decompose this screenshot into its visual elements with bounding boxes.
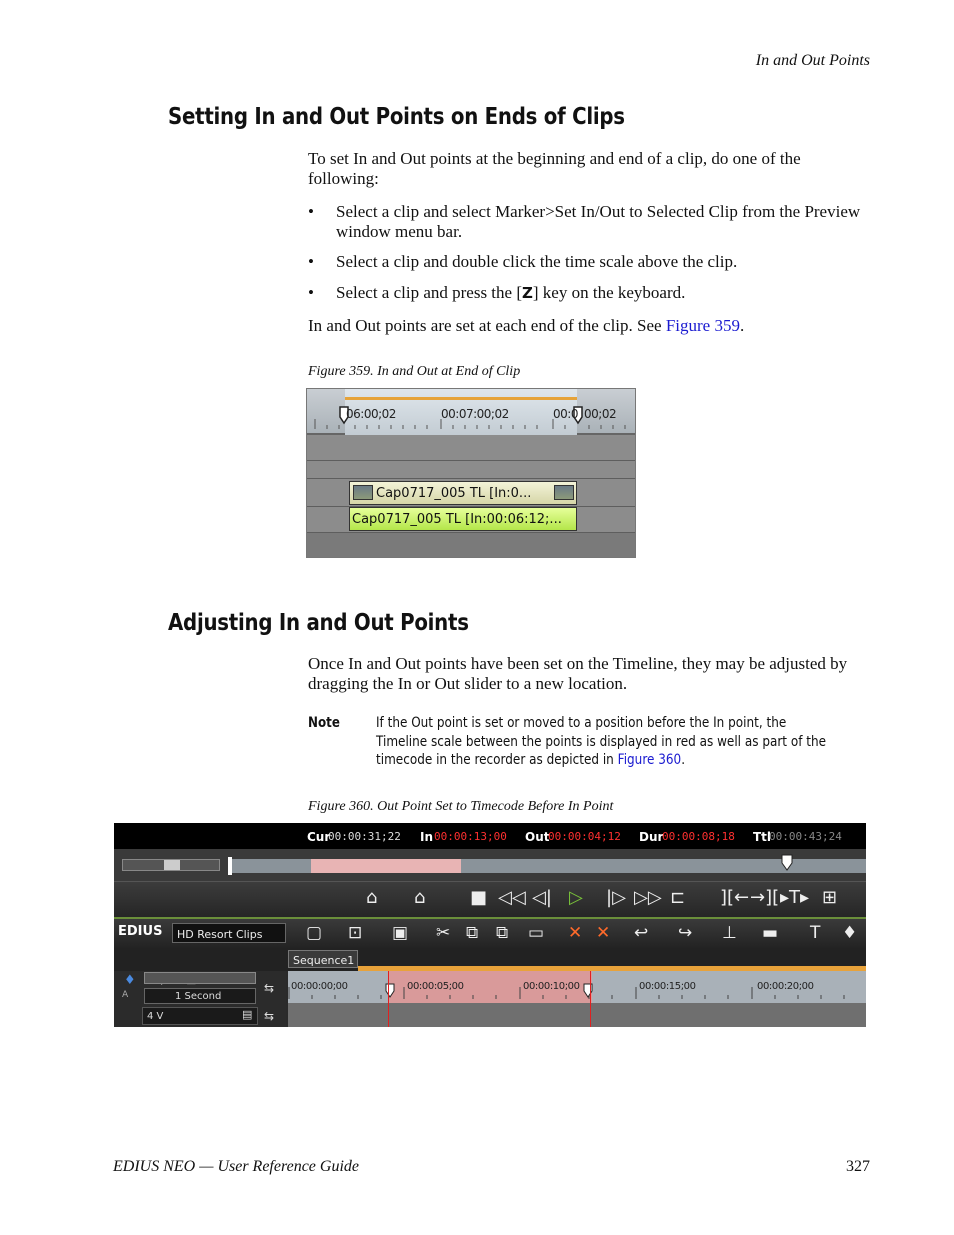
render-icon[interactable]: ▬ <box>762 923 779 943</box>
figure-359-timeline <box>306 388 636 558</box>
bullet-item <box>308 283 868 303</box>
insert-to-timeline-icon[interactable]: ][← <box>720 887 750 908</box>
running-head: In and Out Points <box>755 52 870 69</box>
note-body: If the Out point is set or moved to a position before the In point, the Timeline scale between the points is displayed in red as well as part of the timecode in the recorder as depicted in <box>376 715 827 768</box>
copy-icon[interactable]: ⧉ <box>466 923 479 943</box>
adjusting-paragraph: Once In and Out points have been set on the Timeline, they may be adjusted by dragging the In or Out slider to a new location. <box>308 654 848 693</box>
voice-over-icon[interactable]: ♦ <box>842 923 858 943</box>
ruler-timecode: 06:00;02 <box>346 407 396 421</box>
figure-360-link[interactable]: Figure 360 <box>617 752 682 768</box>
zoom-slider[interactable] <box>144 972 256 984</box>
video-track-4v[interactable] <box>288 1003 866 1027</box>
position-start-marker <box>228 857 232 875</box>
volume-slider-handle[interactable] <box>164 860 180 870</box>
out-point-line <box>388 971 389 1027</box>
figure-359-caption: Figure 359. In and Out at End of Clip <box>308 364 521 379</box>
set-out-icon[interactable]: ⌂ <box>414 887 426 908</box>
dur-label: Dur <box>639 830 664 844</box>
bullet-item <box>308 202 868 242</box>
step-back-icon[interactable]: ◁| <box>532 887 552 908</box>
note-text <box>376 714 840 770</box>
clip-label: Cap0717_005 TL [In:0... <box>376 486 532 501</box>
closing-paragraph <box>308 316 868 336</box>
ruler-timecode: 00:00:10;00 <box>523 981 580 992</box>
note-period: . <box>681 752 686 768</box>
play-icon[interactable]: ▷ <box>569 887 583 908</box>
track-row <box>307 533 636 558</box>
audio-clip[interactable] <box>349 507 577 531</box>
title-icon[interactable]: T <box>810 923 821 943</box>
video-clip[interactable] <box>349 481 577 505</box>
bullet-text-pre: Select a clip and press the [ <box>336 283 522 302</box>
replace-icon[interactable]: ▭ <box>528 923 545 943</box>
in-out-bar <box>345 397 577 400</box>
open-project-icon[interactable]: ⊡ <box>348 923 363 943</box>
scale-select[interactable]: 1 Second <box>144 988 256 1004</box>
rewind-icon[interactable]: ◁◁ <box>498 887 526 908</box>
section-heading-adjusting: Adjusting In and Out Points <box>168 610 469 636</box>
in-point-line <box>590 971 591 1027</box>
intro-paragraph: To set In and Out points at the beginning and end of a clip, do one of the following: <box>308 149 801 188</box>
page-number: 327 <box>846 1158 870 1175</box>
loop-icon[interactable]: ⊏ <box>670 887 686 908</box>
figure-360-edius-window <box>114 823 866 1027</box>
new-sequence-icon[interactable]: ▢ <box>306 923 323 943</box>
ruler-timecode: 00:07:00;02 <box>441 407 509 421</box>
step-forward-icon[interactable]: |▷ <box>606 887 626 908</box>
in-timecode: 00:00:13;00 <box>434 830 507 843</box>
bullet-marker: • <box>308 202 314 221</box>
dur-timecode: 00:00:08;18 <box>662 830 735 843</box>
footer-title: EDIUS NEO — User Reference Guide <box>113 1158 360 1175</box>
clip-settings-icon[interactable]: ⊞ <box>822 887 838 908</box>
closing-text: In and Out points are set at each end of the clip. See <box>308 316 666 335</box>
cur-label: Cur <box>307 830 331 844</box>
stop-icon[interactable]: ■ <box>470 887 488 908</box>
delete-icon[interactable]: ✕ <box>568 923 583 943</box>
bullet-item <box>308 252 868 272</box>
figure-359-link[interactable]: Figure 359 <box>665 316 740 335</box>
in-label: In <box>420 830 434 844</box>
closing-period: . <box>739 316 745 335</box>
audio-track-label: A <box>122 990 129 1000</box>
bullet-text-post: ] key on the keyboard. <box>532 283 686 302</box>
track-row <box>307 437 636 461</box>
out-point-marker-icon[interactable] <box>384 983 396 999</box>
ruler-timecode: 00:00:20;00 <box>757 981 814 992</box>
app-logo: EDIUS <box>118 924 163 939</box>
bullet-marker: • <box>308 283 314 302</box>
ruler-timecode: 00:00:00;00 <box>291 981 348 992</box>
ttl-timecode: 00:00:43;24 <box>769 830 842 843</box>
set-marker-icon[interactable]: ⊥ <box>722 923 737 943</box>
ripple-icon[interactable]: ▸T▸ <box>780 887 810 908</box>
ttl-label: Ttl <box>753 830 772 844</box>
track-name-field[interactable]: 4 V <box>142 1007 258 1025</box>
playhead-marker-icon[interactable] <box>780 854 794 872</box>
undo-icon[interactable]: ↩ <box>634 923 649 943</box>
bullet-marker: • <box>308 252 314 271</box>
bullet-text: Select a clip and double click the time scale above the clip. <box>336 252 738 271</box>
track-film-icon: ▤ <box>242 1008 253 1021</box>
cut-icon[interactable]: ✂ <box>436 923 451 943</box>
clip-thumbnail-icon <box>353 485 373 500</box>
ripple-delete-icon[interactable]: ✕ <box>596 923 611 943</box>
project-name-field[interactable]: HD Resort Clips <box>172 923 286 943</box>
in-out-red-zone <box>311 859 461 873</box>
out-label: Out <box>525 830 550 844</box>
scale-expand-icon[interactable]: ⇆ <box>264 981 275 995</box>
ruler-timecode: 00:00:05;00 <box>407 981 464 992</box>
ruler-timecode: 00:0 <box>553 407 578 421</box>
redo-icon[interactable]: ↪ <box>678 923 693 943</box>
section-heading-ends-of-clips: Setting In and Out Points on Ends of Clips <box>168 104 625 130</box>
ruler-timecode: 00:00:15;00 <box>639 981 696 992</box>
cur-timecode: 00:00:31;22 <box>328 830 401 843</box>
set-in-icon[interactable]: ⌂ <box>366 887 378 908</box>
note-label: Note <box>308 715 340 731</box>
paste-icon[interactable]: ⧉ <box>496 923 509 943</box>
track-sync-icon[interactable]: ♦ <box>124 973 136 988</box>
key-z: Z <box>522 284 533 302</box>
track-expand-icon[interactable]: ⇆ <box>264 1009 275 1023</box>
bullet-text <box>336 283 868 303</box>
figure-360-caption: Figure 360. Out Point Set to Timecode Before In Point <box>308 799 614 814</box>
ruler-timecode: 00;02 <box>584 407 617 421</box>
clip-label: Cap0717_005 TL [In:00:06:12;... <box>352 512 562 527</box>
out-timecode: 00:00:04;12 <box>548 830 621 843</box>
bullet-text: Select a clip and select Marker>Set In/Out to Selected Clip from the Preview window menu bar. <box>336 202 861 241</box>
clip-thumbnail-icon <box>554 485 574 500</box>
tab-sequence1[interactable]: Sequence1 <box>288 950 358 968</box>
save-project-icon[interactable]: ▣ <box>392 923 409 943</box>
overwrite-to-timeline-icon[interactable]: →][ <box>750 887 780 908</box>
in-point-marker-icon[interactable] <box>582 983 594 999</box>
track-row <box>307 461 636 479</box>
fast-forward-icon[interactable]: ▷▷ <box>634 887 662 908</box>
